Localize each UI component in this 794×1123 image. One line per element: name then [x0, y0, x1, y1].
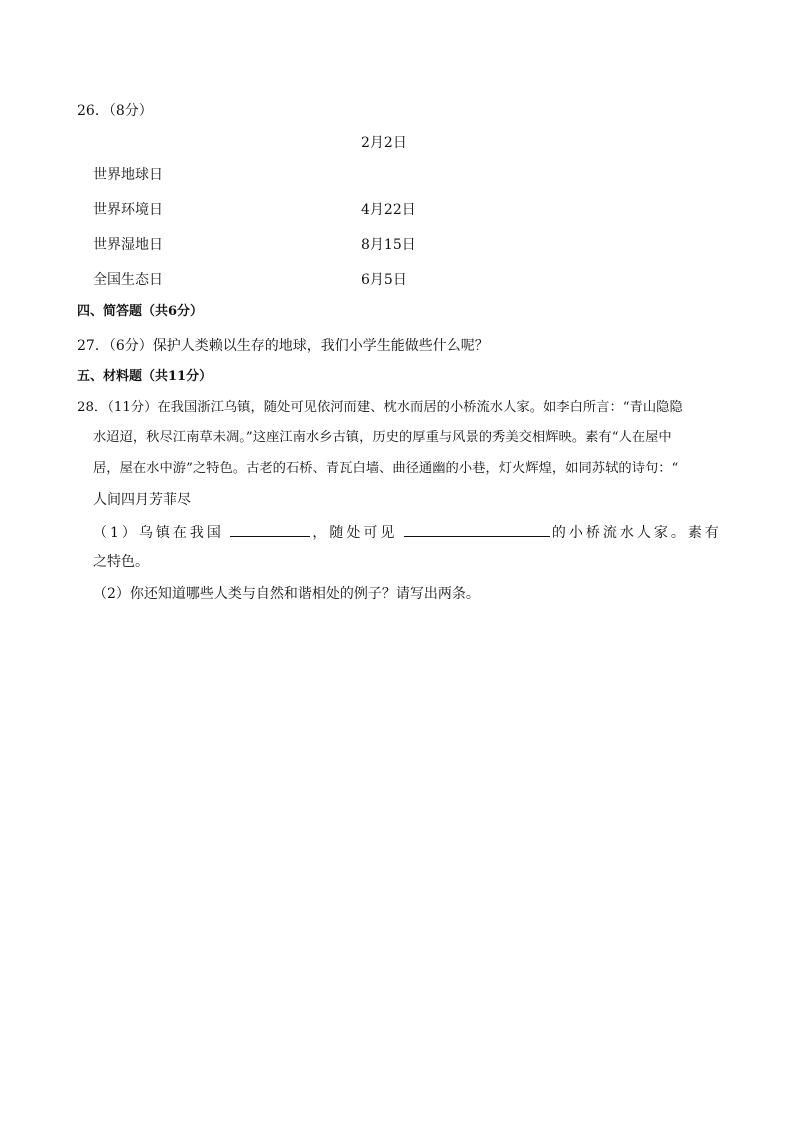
q26-row-date: 8月15日	[361, 237, 416, 253]
q26-header: 26．（8分）	[77, 103, 153, 119]
q28-paragraph-line1: 28．（11分）在我国浙江乌镇，随处可见依河而建、枕水而居的小桥流水人家。如李白所言：“青山隐隐	[77, 400, 683, 415]
q28-paragraph-line4: 人间四月芳菲尽	[93, 492, 191, 508]
q26-row-date: 4月22日	[361, 202, 416, 218]
section-5-title: 五、材料题（共11分）	[77, 369, 213, 384]
q28-sub1-text-c: 的小桥流水人家。素有	[551, 525, 722, 541]
answer-blank-2[interactable]	[404, 522, 550, 537]
q26-row-name: 全国生态日	[93, 272, 163, 288]
q26-date-top: 2月2日	[361, 135, 407, 151]
q28-paragraph-line2: 水迢迢，秋尽江南草未凋。”这座江南水乡古镇，历史的厚重与风景的秀美交相辉映。素有“人在屋中	[93, 430, 672, 445]
q26-row-name: 世界湿地日	[93, 237, 163, 253]
section-4-title: 四、简答题（共6分）	[77, 304, 204, 319]
q26-row-date: 6月5日	[361, 272, 407, 288]
q28-paragraph-line3: 居，屋在水中游”之特色。古老的石桥、青瓦白墙、曲径通幽的小巷，灯火辉煌，如同苏轼的诗句：“	[93, 461, 679, 476]
q28-sub1-text-a: （1）乌镇在我国	[93, 525, 224, 541]
q28-sub1-tail: 之特色。	[93, 554, 149, 570]
q28-sub1	[93, 522, 722, 543]
q27-text: 27．（6分）保护人类赖以生存的地球，我们小学生能做些什么呢？	[77, 338, 489, 354]
q26-row-name: 世界环境日	[93, 202, 163, 218]
q28-sub1-text-b: ，随处可见	[312, 525, 398, 541]
answer-blank-1[interactable]	[230, 522, 310, 537]
q28-sub2: （2）你还知道哪些人类与自然和谐相处的例子？请写出两条。	[93, 586, 480, 602]
q26-row-name: 世界地球日	[93, 167, 163, 183]
